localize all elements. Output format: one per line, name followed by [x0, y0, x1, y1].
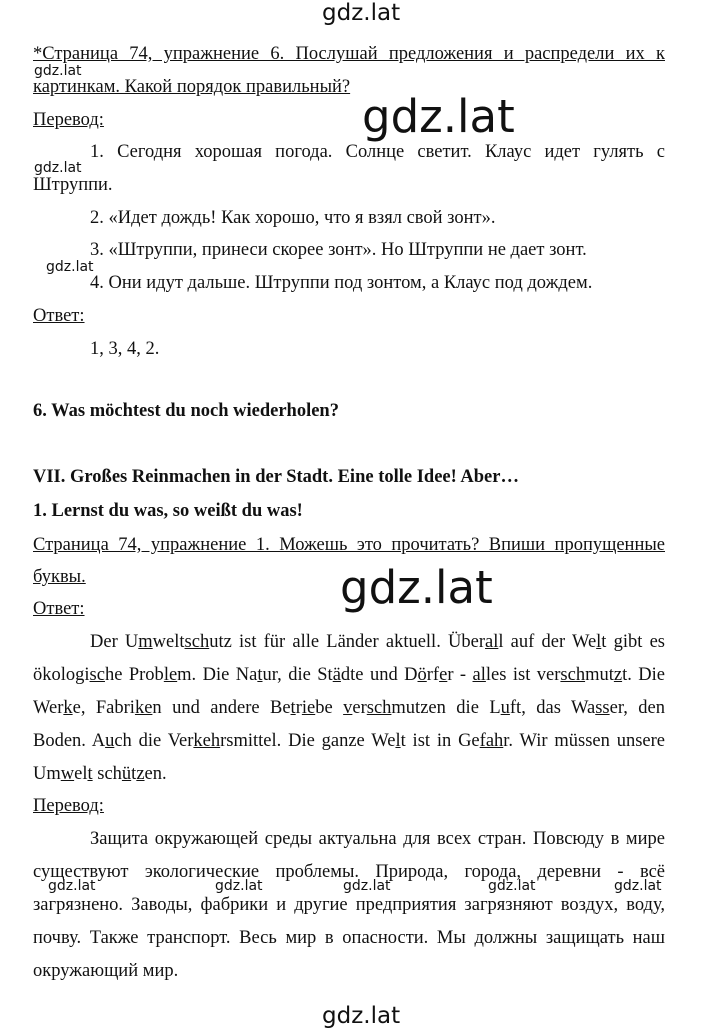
russian-text-line: окружающий мир.	[33, 961, 179, 981]
task1-item-2: 2. «Идет дождь! Как хорошо, что я взял свой зонт».	[90, 208, 496, 228]
task1-translation-label: Перевод:	[33, 110, 104, 130]
watermark-bottom: gdz.lat	[322, 1003, 401, 1029]
watermark-small: gdz.lat	[34, 63, 82, 79]
task1-answer: 1, 3, 4, 2.	[90, 339, 160, 359]
task1-answer-label: Ответ:	[33, 306, 85, 326]
watermark-small: gdz.lat	[34, 160, 82, 176]
task1-heading-line2: картинкам. Какой порядок правильный?	[33, 77, 351, 97]
watermark-small: gdz.lat	[488, 878, 536, 894]
watermark-small: gdz.lat	[215, 878, 263, 894]
watermark-large: gdz.lat	[362, 90, 515, 143]
section-6-title: 6. Was möchtest du noch wiederholen?	[33, 401, 339, 421]
task1-heading-line1: *Страница 74, упражнение 6. Послушай предложения и распредели их к	[33, 44, 665, 64]
russian-text-line: почву. Также транспорт. Весь мир в опасности. Мы должны защищать наш	[33, 928, 665, 948]
watermark-small: gdz.lat	[614, 878, 662, 894]
section-7-subtitle: 1. Lernst du was, so weißt du was!	[33, 501, 303, 521]
watermark-small: gdz.lat	[46, 259, 94, 275]
section-7-title: VII. Großes Reinmachen in der Stadt. Eine tolle Idee! Aber…	[33, 467, 519, 487]
german-text-line: Umwelt schützen.	[33, 764, 167, 784]
task1-item-4: 4. Они идут дальше. Штруппи под зонтом, а Клаус под дождем.	[90, 273, 593, 293]
russian-text-line: Защита окружающей среды актуальна для всех стран. Повсюду в мире	[90, 829, 665, 849]
watermark-large: gdz.lat	[340, 561, 493, 614]
task2-answer-label: Ответ:	[33, 599, 85, 619]
watermark-small: gdz.lat	[343, 878, 391, 894]
task1-item-3: 3. «Штруппи, принеси скорее зонт». Но Штруппи не дает зонт.	[90, 240, 587, 260]
german-text-line: ökologische Problem. Die Natur, die Städte und Dörfer - alles ist verschmutzt. Die	[33, 665, 665, 685]
task2-heading-line2: буквы.	[33, 567, 86, 587]
watermark-small: gdz.lat	[48, 878, 96, 894]
task2-translation-label: Перевод:	[33, 796, 104, 816]
russian-text-line: существуют экологические проблемы. Природа, города, деревни - всё	[33, 862, 665, 882]
russian-text-line: загрязнено. Заводы, фабрики и другие предприятия загрязняют воздух, воду,	[33, 895, 665, 915]
german-text-line: Der Umweltschutz ist für alle Länder aktuell. Überall auf der Welt gibt es	[90, 632, 665, 652]
watermark-top: gdz.lat	[322, 0, 401, 26]
task1-item-1: 1. Сегодня хорошая погода. Солнце светит. Клаус идет гулять с	[90, 142, 665, 162]
task2-heading-line1: Страница 74, упражнение 1. Можешь это прочитать? Впиши пропущенные	[33, 535, 665, 555]
german-text-line: Werke, Fabriken und andere Betriebe verschmutzen die Luft, das Wasser, den	[33, 698, 666, 718]
task1-item-1-cont: Штруппи.	[33, 175, 113, 195]
german-text-line: Boden. Auch die Verkehrsmittel. Die ganze Welt ist in Gefahr. Wir müssen unsere	[33, 731, 665, 751]
